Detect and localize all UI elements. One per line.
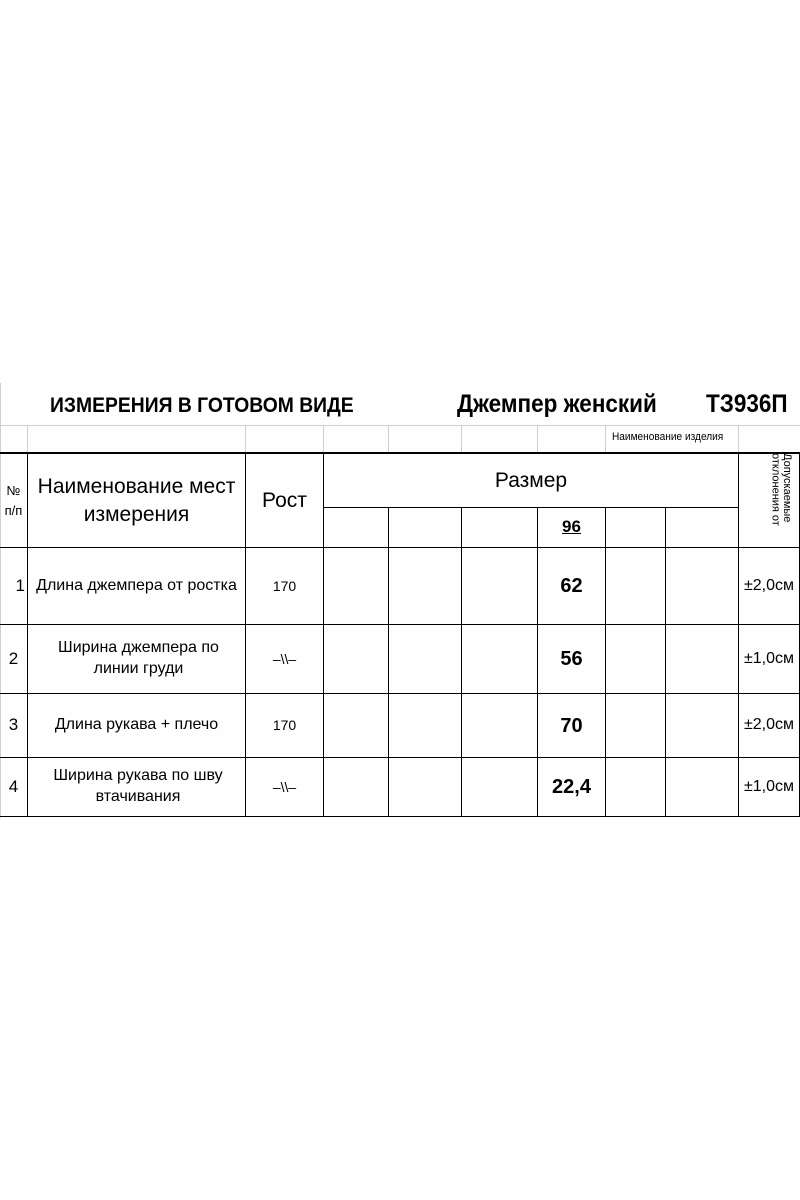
table-border	[665, 507, 666, 817]
grid-line	[461, 425, 462, 453]
table-border	[605, 507, 606, 817]
row-name: Ширина джемпера по линии груди	[58, 639, 219, 677]
table-border	[323, 507, 738, 508]
table-border	[461, 507, 462, 817]
grid-line	[0, 425, 800, 426]
size-value: 96	[562, 517, 581, 537]
row-value: 22,4	[552, 776, 591, 798]
row-number: 3	[8, 715, 19, 735]
row-value: 56	[560, 648, 583, 670]
grid-line	[27, 425, 28, 453]
row-value: 70	[560, 714, 583, 737]
row-name: Длина джемпера от ростка	[36, 576, 237, 594]
row-height: –\\–	[272, 778, 297, 795]
column-header-number: № п/п	[4, 483, 23, 518]
column-header-tolerance: Допускаемые отклонения от	[769, 453, 793, 526]
measurement-sheet	[0, 383, 800, 818]
row-value: 62	[560, 575, 583, 597]
grid-line	[323, 425, 324, 453]
row-height: –\\–	[272, 650, 297, 667]
grid-line	[245, 425, 246, 453]
column-header-name: Наименование мест измерения	[37, 475, 236, 526]
row-tolerance: ±2,0см	[743, 576, 795, 594]
grid-line	[388, 425, 389, 453]
grid-line	[537, 425, 538, 453]
product-code: ТЗ936П	[706, 390, 788, 418]
table-border	[323, 453, 324, 817]
row-height: 170	[272, 717, 297, 734]
column-header-size: Размер	[494, 468, 568, 492]
product-name: Джемпер женский	[457, 390, 657, 418]
row-height: 170	[272, 577, 297, 594]
column-header-height: Рост	[262, 488, 307, 512]
row-tolerance: ±1,0см	[743, 649, 795, 667]
row-number: 4	[8, 776, 19, 796]
row-name: Длина рукава + плечо	[54, 716, 219, 734]
grid-line	[738, 425, 739, 453]
sheet-title: ИЗМЕРЕНИЯ В ГОТОВОМ ВИДЕ	[50, 394, 354, 417]
table-border	[0, 816, 800, 817]
row-name: Ширина рукава по шву втачивания	[53, 767, 223, 805]
row-number: 1	[15, 575, 25, 595]
grid-line	[605, 425, 606, 453]
table-border	[388, 507, 389, 817]
row-tolerance: ±1,0см	[743, 777, 795, 795]
row-number: 2	[8, 648, 19, 668]
row-tolerance: ±2,0см	[743, 716, 795, 734]
product-caption: Наименование изделия	[612, 431, 724, 443]
